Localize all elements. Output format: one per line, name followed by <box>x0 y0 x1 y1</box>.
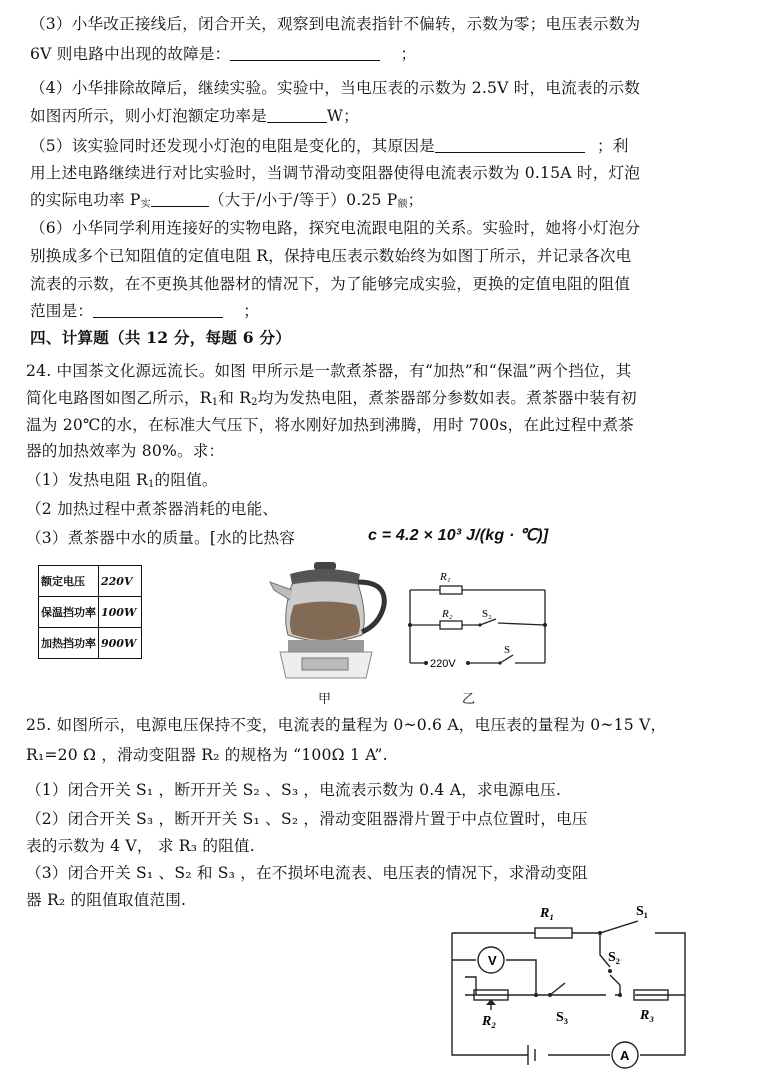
q24-line: （2 加热过程中煮茶器消耗的电能、 <box>26 500 279 518</box>
q23-line: 别换成多个已知阻值的定值电阻 R，保持电压表示数始终为如图丁所示，并记录各次电 <box>30 247 632 265</box>
ammeter-label: A <box>620 1048 630 1063</box>
figure-caption-yi: 乙 <box>462 692 476 707</box>
tea-kettle-image <box>262 560 392 685</box>
q23-line: 如图丙所示，则小灯泡额定功率是 W； <box>30 107 359 125</box>
circuit-diagram-yi <box>400 565 550 675</box>
spec-table <box>38 565 142 659</box>
label-r3: R₃ <box>640 1008 655 1023</box>
q23-line: 流表的示数，在不更换其他器材的情况下，为了能够完成实验，更换的定值电阻的阻值 <box>30 275 631 293</box>
q25-line: （2）闭合开关 S₃ ，断开开关 S₁ 、S₂ ，滑动变阻器滑片置于中点位置时，电压 <box>26 810 588 828</box>
specific-heat-formula: c = 4.2 × 10³ J/(kg · ℃)] <box>368 527 549 544</box>
table-row: 加热挡功率 900W <box>39 628 142 659</box>
answer-blank[interactable] <box>230 46 380 61</box>
q24-line: （1）发热电阻 $R_1$的阻值。 <box>26 471 218 490</box>
answer-blank[interactable] <box>151 192 209 207</box>
q25-line: R₁=20 Ω ，滑动变阻器 R₂ 的规格为 “100Ω 1 A”. <box>26 746 388 764</box>
q25-line: 表的示数为 4 V， 求 R₃ 的阻值. <box>26 837 255 855</box>
figure-caption-jia: 甲 <box>318 692 332 707</box>
label-r1: R₁ <box>440 571 451 583</box>
q23-line: （5）该实验同时还发现小灯泡的电阻是变化的，其原因是 ；利 <box>30 137 629 155</box>
label-r2: R₂ <box>482 1014 497 1029</box>
q25-line: 器 R₂ 的阻值取值范围. <box>26 891 187 909</box>
q23-line: （6）小华同学利用连接好的实物电路，探究电流跟电阻的关系。实验时，她将小灯泡分 <box>30 219 641 237</box>
q25-line: （1）闭合开关 S₁ ，断开开关 S₂ 、S₃ ，电流表示数为 0.4 A，求电源电压. <box>26 781 562 799</box>
table-row: 额定电压 220V <box>39 566 142 597</box>
answer-blank[interactable] <box>435 138 585 153</box>
label-r1: R₁ <box>540 906 555 921</box>
section-title: 四、计算题（共 12 分，每题 6 分） <box>30 328 291 347</box>
q23-line: 范围是： ； <box>30 302 259 320</box>
q24-line: 器的加热效率为 80%。求： <box>26 442 225 460</box>
label-s2: S₂ <box>608 950 620 965</box>
answer-blank[interactable] <box>93 303 223 318</box>
q23-line: （4）小华排除故障后，继续实验。实验中，当电压表的示数为 2.5V 时，电流表的示数 <box>30 79 641 97</box>
label-s1: S₁ <box>636 904 648 919</box>
q23-line: 用上述电路继续进行对比实验时，当调节滑动变阻器使得电流表示数为 0.15A 时，灯泡 <box>30 164 641 182</box>
q24-line: （3）煮茶器中水的质量。[水的比热容 <box>26 529 296 547</box>
label-s: S <box>504 644 511 656</box>
q23-line: 6V 则电路中出现的故障是： ； <box>30 45 417 63</box>
q24-line: 24. 中国茶文化源远流长。如图 甲所示是一款煮茶器，有“加热”和“保温”两个挡位，其 <box>26 362 632 380</box>
circuit-diagram-q25 <box>440 895 700 1075</box>
answer-blank[interactable] <box>267 108 327 123</box>
q23-line: 的实际电功率 $P_实$ （大于/小于/等于）0.25 $P_额$； <box>30 191 424 210</box>
label-s3: S₃ <box>556 1010 568 1025</box>
label-source: 220V <box>430 658 456 670</box>
voltmeter-label: V <box>488 953 497 968</box>
table-row: 保温挡功率 100W <box>39 597 142 628</box>
label-r2: R₂ <box>442 608 453 620</box>
q25-line: （3）闭合开关 S₁ 、S₂ 和 S₃ ，在不损坏电流表、电压表的情况下，求滑动变阻 <box>26 864 588 882</box>
label-s2: S₂ <box>482 608 492 620</box>
q23-line: （3）小华改正接线后，闭合开关，观察到电流表指针不偏转，示数为零；电压表示数为 <box>30 15 641 33</box>
q25-line: 25. 如图所示，电源电压保持不变，电流表的量程为 0~0.6 A，电压表的量程为 0~15 V， <box>26 716 667 734</box>
q24-line: 温为 20℃的水，在标准大气压下，将水刚好加热到沸腾，用时 700s，在此过程中煮茶 <box>26 416 634 434</box>
q24-line: 简化电路图如图乙所示，$R_1$和 $R_2$均为发热电阻，煮茶器部分参数如表。煮茶器中装有初 <box>26 389 637 408</box>
